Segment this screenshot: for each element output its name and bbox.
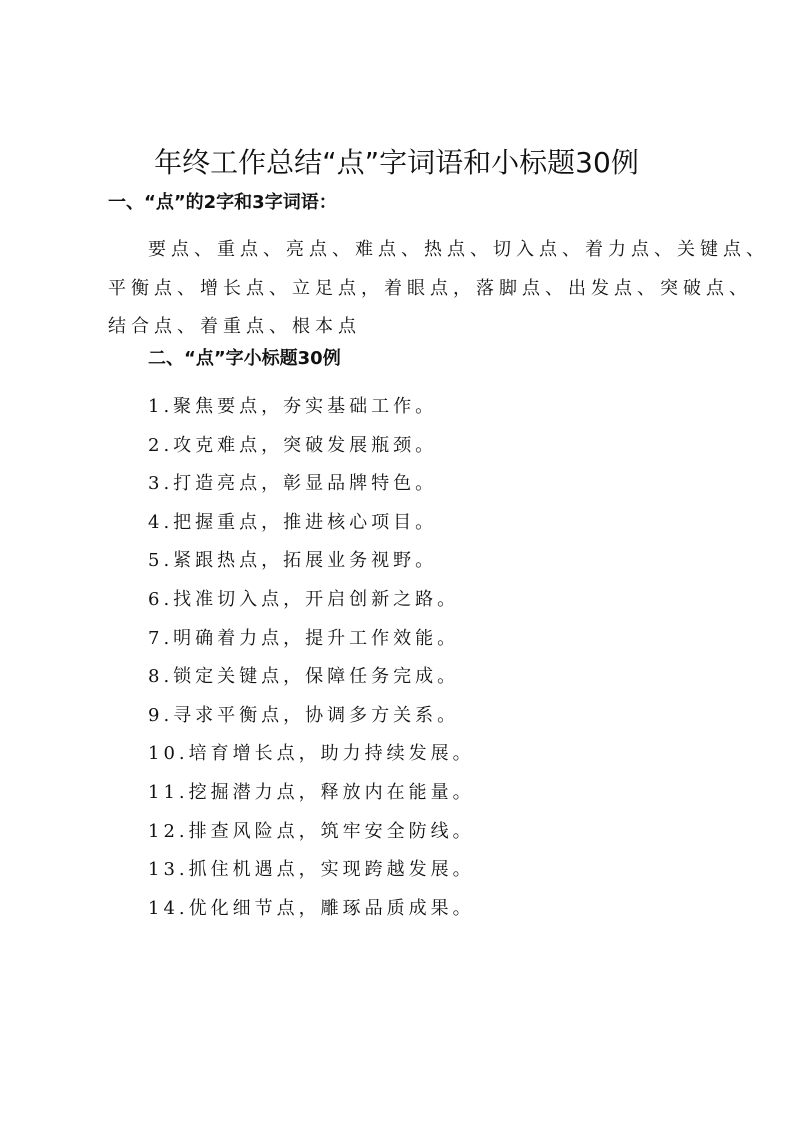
paragraph-line: 要点、重点、亮点、难点、热点、切入点、着力点、关键点、 xyxy=(148,239,769,260)
list-item: 3.打造亮点，彰显品牌特色。 xyxy=(148,473,438,495)
list-item: 14.优化细节点，雕琢品质成果。 xyxy=(148,897,475,919)
paragraph-line: 平衡点、增长点、立足点，着眼点，落脚点、出发点、突破点、 xyxy=(108,277,752,299)
section-1-heading: 一、“点”的2字和3字词语： xyxy=(108,192,337,213)
list-item: 10.培育增长点，助力持续发展。 xyxy=(148,743,475,765)
subtitle-list xyxy=(148,388,475,928)
section-1-paragraph xyxy=(108,231,769,347)
list-item: 9.寻求平衡点，协调多方关系。 xyxy=(148,704,460,726)
section-2-heading: 二、“点”字小标题30例 xyxy=(148,348,341,369)
list-item: 1.聚焦要点，夯实基础工作。 xyxy=(148,396,438,417)
document-title: 年终工作总结“点”字词语和小标题30例 xyxy=(154,146,639,179)
paragraph-line: 结合点、着重点、根本点 xyxy=(108,316,361,337)
list-item: 2.攻克难点，突破发展瓶颈。 xyxy=(148,434,438,456)
list-item: 7.明确着力点，提升工作效能。 xyxy=(148,627,460,649)
list-item: 11.挖掘潜力点，释放内在能量。 xyxy=(148,781,475,803)
list-item: 5.紧跟热点，拓展业务视野。 xyxy=(148,550,438,572)
list-item: 12.排查风险点，筑牢安全防线。 xyxy=(148,820,475,842)
list-item: 8.锁定关键点，保障任务完成。 xyxy=(148,666,460,688)
list-item: 6.找准切入点，开启创新之路。 xyxy=(148,588,460,610)
list-item: 13.抓住机遇点，实现跨越发展。 xyxy=(148,859,475,881)
list-item: 4.把握重点，推进核心项目。 xyxy=(148,511,438,533)
